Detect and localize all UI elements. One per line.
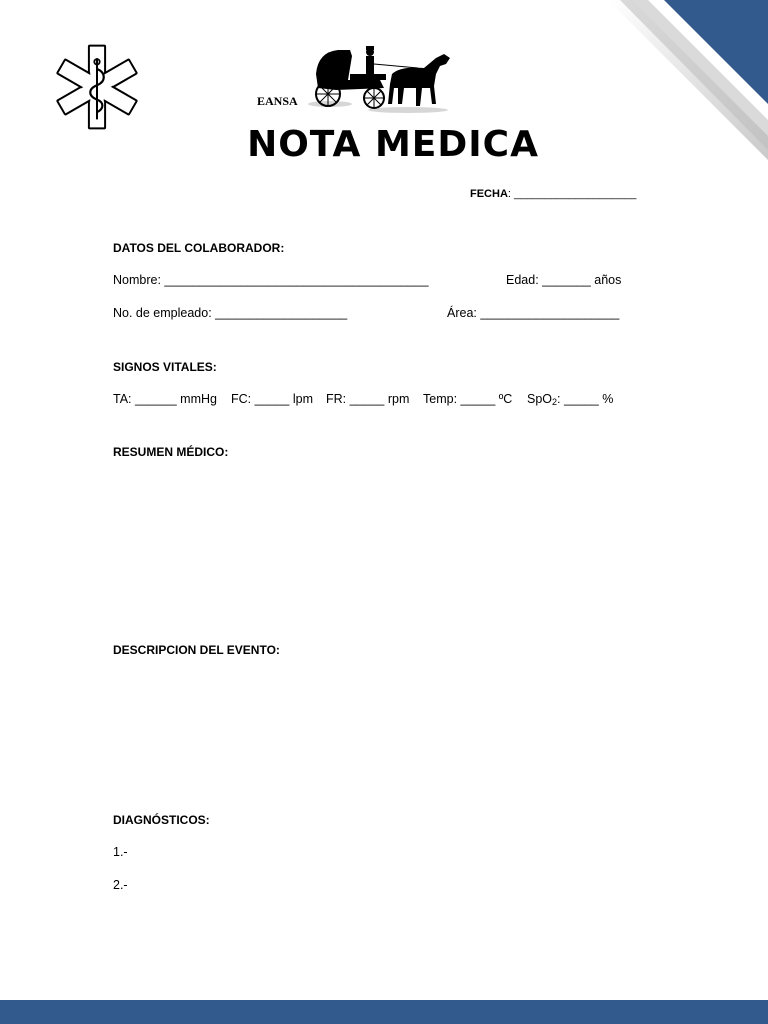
area-field[interactable]: Área: ____________________ bbox=[447, 306, 620, 320]
date-label: FECHA bbox=[470, 188, 508, 200]
age-field[interactable]: Edad: _______ años bbox=[506, 273, 622, 287]
spo2-field[interactable] bbox=[527, 392, 613, 407]
ta-field[interactable]: TA: ______ mmHg bbox=[113, 392, 217, 406]
date-line bbox=[470, 188, 636, 200]
vital-signs-heading: SIGNOS VITALES: bbox=[113, 360, 217, 374]
fc-field[interactable]: FC: _____ lpm bbox=[231, 392, 313, 406]
employee-number-field[interactable]: No. de empleado: ___________________ bbox=[113, 306, 348, 320]
spo2-label: SpO bbox=[527, 392, 553, 406]
employee-data-heading: DATOS DEL COLABORADOR: bbox=[113, 241, 285, 255]
document-title: NOTA MEDICA bbox=[247, 124, 539, 165]
star-of-life-icon bbox=[52, 42, 142, 132]
medical-summary-heading: RESUMEN MÉDICO: bbox=[113, 445, 229, 459]
organization-name: EANSA bbox=[257, 94, 298, 108]
diagnosis-item-1[interactable]: 1.- bbox=[113, 845, 128, 859]
diagnosis-item-2[interactable]: 2.- bbox=[113, 878, 128, 892]
event-description-heading: DESCRIPCION DEL EVENTO: bbox=[113, 643, 280, 657]
horse-carriage-icon bbox=[308, 44, 458, 116]
name-field[interactable]: Nombre: ______________________________________ bbox=[113, 273, 429, 287]
diagnoses-heading: DIAGNÓSTICOS: bbox=[113, 813, 210, 827]
date-field[interactable]: : ____________________ bbox=[507, 188, 637, 200]
temp-field[interactable]: Temp: _____ ºC bbox=[423, 392, 513, 406]
fr-field[interactable]: FR: _____ rpm bbox=[326, 392, 410, 406]
footer-bar bbox=[0, 1000, 768, 1024]
spo2-subscript: 2 bbox=[552, 397, 558, 407]
spo2-blank: : _____ % bbox=[557, 392, 614, 406]
